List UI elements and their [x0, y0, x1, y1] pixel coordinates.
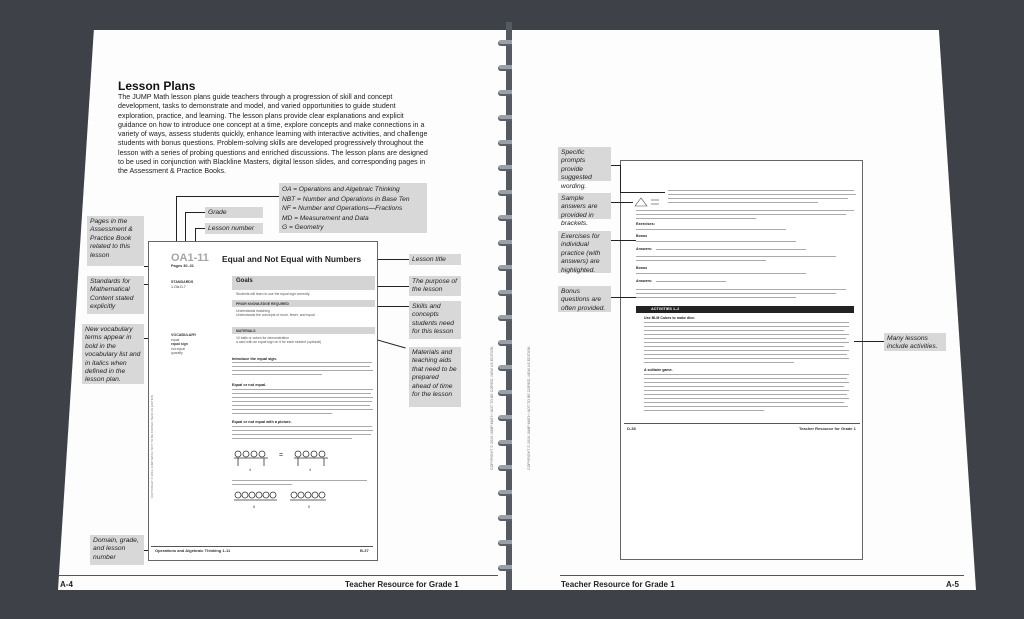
- materials-item: a card with an equal sign on it for each student (optional): [236, 340, 322, 345]
- text-line: [232, 480, 367, 481]
- domain-key-g: G = Geometry: [282, 224, 324, 232]
- section-intro-equal-sign: Introduce the equal sign.: [232, 357, 277, 361]
- left-side-copyright: COPYRIGHT © 2019 JUMP MATH: NOT TO BE COPIED. NEW US EDITION: [490, 346, 494, 470]
- domain-key-oa: OA = Operations and Algebraic Thinking: [282, 186, 400, 193]
- standards-label: STANDARDS: [171, 280, 194, 284]
- bonus-label-1: Bonus: [636, 234, 648, 238]
- mini-side-copyright: COPYRIGHT © 2019 JUMP MATH: NOT TO BE COPIED. NEW US EDITION: [150, 394, 154, 498]
- vocab-term: equal sign: [171, 342, 188, 347]
- text-line: [644, 338, 846, 339]
- leader-line: [376, 259, 409, 260]
- diagram-caption: 4: [249, 468, 251, 472]
- prior-item: Understands matching: [236, 309, 270, 313]
- lesson-title: Equal and Not Equal with Numbers: [222, 254, 362, 264]
- leader-line: [854, 341, 884, 342]
- text-line: [644, 410, 764, 411]
- left-footer-title: Teacher Resource for Grade 1: [345, 580, 459, 589]
- balls-on-tables-diagram: [232, 448, 342, 478]
- text-line: [644, 342, 849, 343]
- mini-footer-right: B-37: [360, 548, 369, 553]
- text-line: [668, 190, 854, 191]
- text-line: [636, 210, 854, 211]
- leader-line: [611, 165, 620, 166]
- text-line: [232, 389, 373, 390]
- standards-value: 1.OA.D.7: [171, 285, 186, 289]
- exercises-label: Exercises:: [636, 222, 655, 226]
- text-line: [232, 397, 373, 398]
- page-heading: Lesson Plans: [118, 79, 196, 93]
- spine: [506, 22, 512, 590]
- text-line: [636, 229, 786, 230]
- goals-header: [232, 276, 375, 290]
- text-line: [232, 434, 371, 435]
- leader-line: [376, 306, 409, 307]
- leader-line: [620, 192, 665, 193]
- text-line: [668, 194, 856, 195]
- text-line: [232, 370, 373, 371]
- annotation-purpose: The purpose of the lesson: [409, 276, 461, 296]
- vocab-term: quantity: [171, 351, 183, 356]
- text-line: [636, 297, 796, 298]
- annotation-standards: Standards for Mathematical Content stated explicitly: [87, 276, 144, 314]
- goals-text: Students will learn to use the equal sign correctly.: [236, 292, 311, 296]
- text-line: [644, 322, 849, 323]
- answers-label-1: Answers:: [636, 247, 653, 251]
- intro-paragraph: The JUMP Math lesson plans guide teachers through a progression of skill and concept development, tasks to demonstrate and model, and varied opportunities to guide student exploration, practice, and learning. The lesson plans provide clear explanations and explicit guidance on how to introduce one concept at a time, explore concepts and make connections in a variety of ways, assess students quickly, enhance learning with interactive activities, and challenge students with bonus questions. Problem-solving skills are developed progressively throughout the lesson with a series of probing questions and enriched discussions. The lesson plans are designed to be used in conjunction with Blackline Masters, digital lesson slides, and corresponding pages in the Assessment & Practice Books.: [118, 93, 428, 176]
- domain-key-md: MD = Measurement and Data: [282, 214, 369, 222]
- answers-label-2: Answers:: [636, 279, 653, 283]
- leader-line: [620, 165, 621, 192]
- text-line: [668, 202, 818, 203]
- materials-text: [236, 336, 321, 345]
- annotation-lesson-title: Lesson title: [409, 254, 461, 265]
- mini-footer-left-right: D-38: [627, 426, 636, 431]
- text-line: [644, 386, 844, 387]
- text-line: [232, 374, 322, 375]
- domain-key-nf: NF = Number and Operations—Fractions: [282, 205, 403, 213]
- annotation-materials: Materials and teaching aids that need to be prepared ahead of time for the lesson: [409, 347, 461, 407]
- text-line: [644, 330, 844, 331]
- goals-label: Goals: [236, 278, 253, 284]
- vocab-term: equal: [171, 338, 180, 342]
- diagram-caption: 4: [309, 468, 311, 472]
- text-line: [636, 273, 806, 274]
- text-line: [644, 374, 849, 375]
- activity-2: A solitaire game.: [644, 368, 673, 372]
- text-line: [232, 413, 332, 414]
- text-line: [644, 326, 849, 327]
- annotation-sample-answers: Sample answers are provided in brackets.: [558, 193, 611, 219]
- text-line: [232, 430, 373, 431]
- text-line: [656, 281, 726, 282]
- text-line: [644, 334, 849, 335]
- text-line: [232, 484, 292, 485]
- text-line: [232, 426, 372, 427]
- text-line: [636, 293, 836, 294]
- diagram-caption: 6: [253, 505, 255, 509]
- section-equal-with-picture: Equal or not equal with a picture.: [232, 420, 292, 424]
- annotation-prompts: Specific prompts provide suggested wording.: [558, 147, 611, 181]
- text-line: [232, 366, 370, 367]
- prior-knowledge-label: PRIOR KNOWLEDGE REQUIRED: [236, 302, 289, 306]
- text-line: [636, 260, 766, 261]
- text-line: [636, 241, 796, 242]
- annotation-exercises: Exercises for individual practice (with answers) are highlighted.: [558, 231, 611, 273]
- left-footer-rule: [58, 575, 498, 576]
- leader-line: [185, 212, 205, 213]
- annotation-pages: Pages in the Assessment & Practice Book related to this lesson: [87, 216, 144, 266]
- text-line: [232, 409, 373, 410]
- left-footer-page: A-4: [60, 580, 73, 589]
- text-line: [668, 198, 848, 199]
- annotation-lesson-number: Lesson number: [205, 223, 263, 234]
- text-line: [636, 289, 846, 290]
- right-footer-rule: [560, 575, 964, 576]
- prior-knowledge-text: [236, 309, 315, 318]
- annotation-vocabulary: New vocabulary terms appear in bold in the vocabulary list and in italics when defined in the lesson plan.: [82, 324, 144, 384]
- leader-line: [611, 202, 633, 203]
- right-footer-title: Teacher Resource for Grade 1: [561, 580, 675, 589]
- lesson-code: OA1-11: [171, 252, 209, 264]
- svg-text:=: =: [279, 452, 284, 459]
- prior-item: Understands the concepts of more, fewer, and equal: [236, 313, 315, 318]
- annotation-activities: Many lessons include activities.: [884, 333, 946, 351]
- pages-ref: Pages 30–31: [171, 264, 194, 268]
- mini-footer-rule-right: [624, 423, 860, 424]
- text-line: [636, 214, 846, 215]
- activity-1: Use BLM Cubes to make dice.: [644, 316, 696, 320]
- text-line: [644, 394, 847, 395]
- leader-line: [376, 286, 409, 287]
- text-line: [232, 393, 371, 394]
- annotation-domain-footer: Domain, grade, and lesson number: [90, 535, 144, 565]
- vocabulary-list: [171, 338, 188, 356]
- text-line: [232, 362, 372, 363]
- lesson-page-sample-right: [620, 160, 863, 560]
- leader-line: [176, 196, 279, 197]
- text-line: [644, 402, 844, 403]
- text-line: [644, 382, 849, 383]
- annotation-bonus: Bonus questions are often provided.: [558, 286, 611, 312]
- diagram-caption: 5: [308, 505, 310, 509]
- leader-line: [195, 228, 205, 229]
- text-line: [232, 405, 370, 406]
- bonus-label-2: Bonus: [636, 266, 648, 270]
- text-line: [644, 406, 848, 407]
- vocabulary-label: VOCABULARY: [171, 333, 197, 337]
- materials-item: 10 balls or cubes for demonstration: [236, 336, 289, 340]
- mini-footer-left: Operations and Algebraic Thinking 1-11: [155, 548, 231, 553]
- text-line: [644, 358, 849, 359]
- domain-key-nbt: NBT = Number and Operations in Base Ten: [282, 195, 410, 203]
- text-line: [644, 390, 849, 391]
- domain-key: [279, 183, 427, 233]
- section-equal-or-not: Equal or not equal.: [232, 383, 267, 387]
- text-line: [232, 438, 352, 439]
- leader-line: [611, 240, 636, 241]
- right-side-copyright: COPYRIGHT © 2019 JUMP MATH: NOT TO BE COPIED. NEW US EDITION: [527, 346, 531, 470]
- text-line: [644, 346, 844, 347]
- text-line: [636, 256, 836, 257]
- text-line: [644, 354, 847, 355]
- mini-footer-rule: [151, 546, 373, 547]
- activities-label: ACTIVITIES 1–2: [651, 307, 680, 311]
- vocab-term: not equal: [171, 346, 185, 351]
- mini-footer-right-right: Teacher Resource for Grade 1: [799, 426, 856, 431]
- text-line: [636, 218, 756, 219]
- text-line: [656, 249, 806, 250]
- annotation-skills: Skills and concepts students need for this lesson: [409, 301, 461, 339]
- balls-row-diagram: [232, 490, 342, 504]
- text-line: [644, 378, 847, 379]
- leader-line: [611, 297, 636, 298]
- text-line: [232, 401, 372, 402]
- materials-label: MATERIALS: [236, 329, 256, 333]
- right-footer-page: A-5: [946, 580, 959, 589]
- text-line: [644, 362, 794, 363]
- text-line: [644, 350, 849, 351]
- text-line: [644, 398, 849, 399]
- annotation-grade: Grade: [205, 207, 263, 218]
